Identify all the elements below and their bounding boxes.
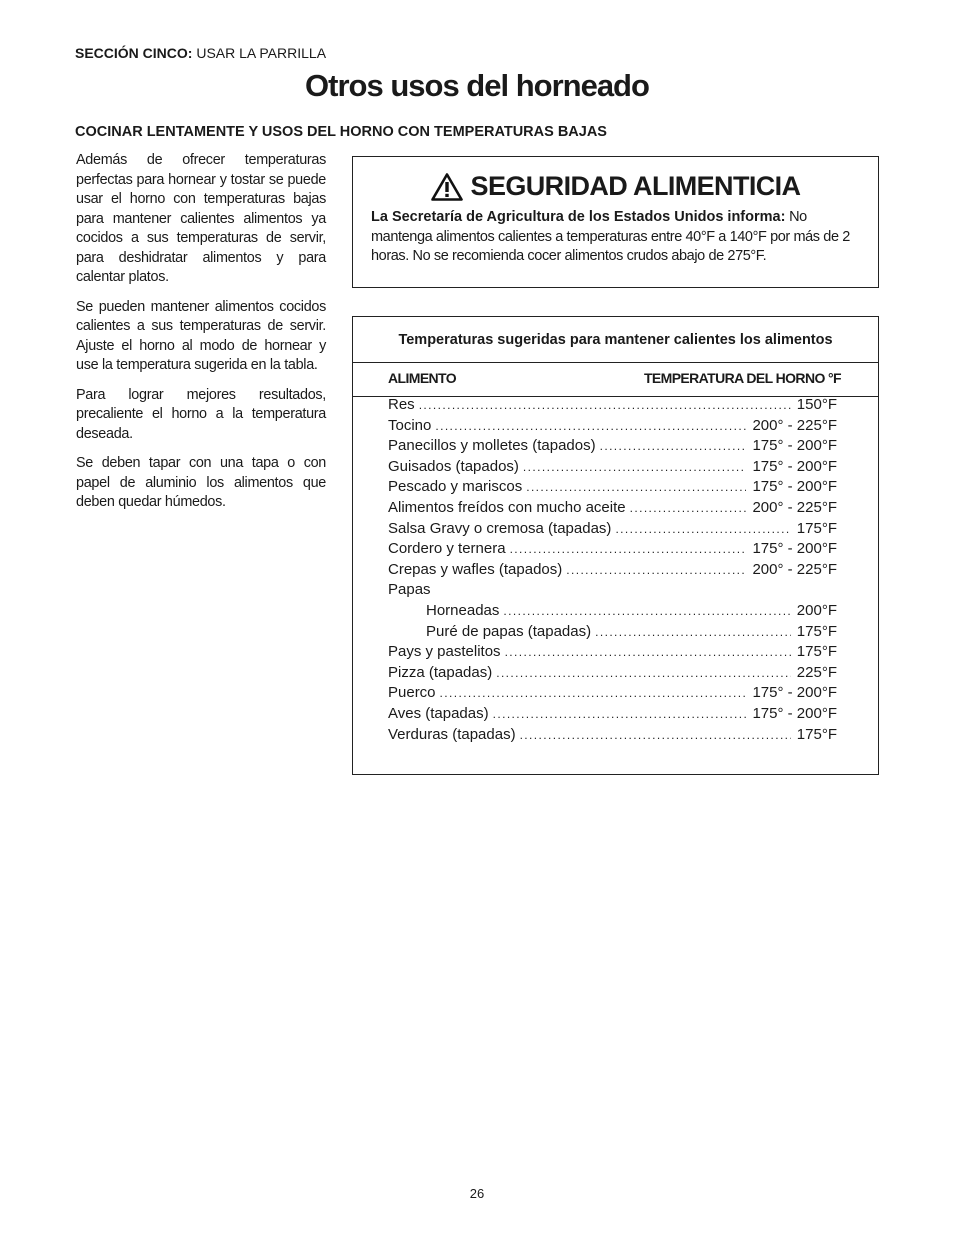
food-name: Pescado y mariscos	[388, 478, 523, 496]
oven-temperature: 200° - 225°F	[752, 560, 837, 578]
food-name: Guisados (tapados)	[388, 457, 519, 475]
oven-temperature: 150°F	[796, 396, 837, 413]
table-row	[388, 581, 837, 602]
table-row	[388, 643, 837, 664]
table-row	[388, 602, 837, 623]
table-row	[388, 499, 837, 520]
table-row	[388, 478, 837, 499]
dot-leader	[505, 645, 791, 659]
food-name: Alimentos freídos con mucho aceite	[388, 498, 626, 516]
oven-temperature: 175°F	[796, 519, 837, 537]
column-header-temperature: TEMPERATURA DEL HORNO °F	[643, 370, 841, 386]
table-row	[388, 684, 837, 705]
food-name: Aves (tapadas)	[388, 704, 489, 722]
food-name: Res	[388, 396, 415, 413]
dot-leader	[510, 542, 747, 556]
oven-temperature: 175° - 200°F	[752, 704, 837, 722]
food-name: Papas	[388, 581, 431, 599]
dot-leader	[595, 625, 791, 639]
oven-temperature: 200° - 225°F	[752, 498, 837, 516]
dot-leader	[523, 460, 747, 474]
dot-leader	[615, 522, 790, 536]
temperature-table	[352, 316, 879, 775]
page-title: Otros usos del horneado	[305, 68, 649, 103]
food-name: Tocino	[388, 416, 432, 434]
oven-temperature: 175°F	[796, 622, 837, 640]
oven-temperature: 175° - 200°F	[752, 457, 837, 475]
food-safety-text	[371, 208, 860, 267]
intro-paragraph: Además de ofrecer temperaturas perfectas para hornear y tostar se puede usar el horno con temperaturas bajas para mantener calientes alimentos ya cocidos a sus temperaturas de servir, para deshidratar alimentos y para calentar platos.	[76, 152, 326, 285]
dot-leader	[435, 419, 746, 433]
subheading: COCINAR LENTAMENTE Y USOS DEL HORNO CON TEMPERATURAS BAJAS	[75, 124, 607, 140]
warning-triangle-icon	[431, 173, 463, 201]
oven-temperature: 200°F	[796, 601, 837, 619]
table-row	[388, 726, 837, 747]
table-row	[388, 705, 837, 726]
section-label-text: USAR LA PARRILLA	[192, 45, 327, 61]
food-name: Verduras (tapadas)	[388, 725, 516, 743]
column-header-food: ALIMENTO	[388, 370, 457, 386]
table-row	[388, 540, 837, 561]
temperature-table-rows	[388, 396, 837, 746]
dot-leader	[630, 501, 747, 515]
section-label	[75, 45, 326, 61]
dot-leader	[419, 398, 791, 412]
food-safety-heading	[353, 171, 878, 202]
page-number: 26	[469, 1186, 485, 1201]
dot-leader	[493, 707, 747, 721]
oven-temperature: 175° - 200°F	[752, 540, 837, 558]
food-safety-body: No mantenga alimentos calientes a temperaturas entre 40°F a 140°F por más de 2 horas. No se recomienda cocer alimentos crudos abajo de 275°F.	[371, 209, 850, 264]
dot-leader	[566, 563, 746, 577]
food-name: Panecillos y molletes (tapados)	[388, 437, 596, 455]
food-name: Puré de papas (tapadas)	[426, 622, 592, 640]
dot-leader	[496, 666, 791, 680]
food-name: Crepas y wafles (tapados)	[388, 560, 563, 578]
oven-temperature: 175° - 200°F	[752, 684, 837, 702]
table-row	[388, 396, 837, 417]
table-row	[388, 520, 837, 541]
food-safety-box	[352, 156, 879, 288]
food-name: Horneadas	[426, 601, 500, 619]
temperature-table-caption: Temperaturas sugeridas para mantener calientes los alimentos	[353, 317, 878, 363]
section-label-bold: SECCIÓN CINCO:	[75, 45, 193, 61]
dot-leader	[440, 686, 747, 700]
intro-paragraph: Se pueden mantener alimentos cocidos calientes a sus temperaturas de servir. Ajuste el horno al modo de hornear y use la temperatura sugerida en la tabla.	[76, 298, 326, 373]
table-row	[388, 664, 837, 685]
food-name: Pays y pastelitos	[388, 643, 501, 661]
table-row	[388, 561, 837, 582]
intro-column	[76, 151, 326, 523]
dot-leader	[600, 439, 747, 453]
oven-temperature: 175°F	[796, 643, 837, 661]
food-name: Puerco	[388, 684, 436, 702]
oven-temperature: 175° - 200°F	[752, 478, 837, 496]
temperature-table-header	[353, 363, 878, 397]
oven-temperature: 225°F	[796, 663, 837, 681]
food-safety-title: SEGURIDAD ALIMENTICIA	[470, 171, 801, 201]
dot-leader	[503, 604, 790, 618]
table-row	[388, 458, 837, 479]
table-row	[388, 417, 837, 438]
oven-temperature: 175° - 200°F	[752, 437, 837, 455]
dot-leader	[520, 728, 791, 742]
intro-paragraph: Se deben tapar con una tapa o con papel de aluminio los alimentos que deben quedar húmedos.	[76, 455, 326, 510]
table-row	[388, 437, 837, 458]
dot-leader	[526, 480, 746, 494]
intro-paragraph: Para lograr mejores resultados, precaliente el horno a la temperatura deseada.	[76, 386, 326, 442]
table-row	[388, 623, 837, 644]
food-name: Pizza (tapadas)	[388, 663, 493, 681]
food-name: Cordero y ternera	[388, 540, 506, 558]
food-name: Salsa Gravy o cremosa (tapadas)	[388, 519, 612, 537]
oven-temperature: 175°F	[796, 725, 837, 743]
food-safety-lead: La Secretaría de Agricultura de los Estados Unidos informa:	[371, 209, 786, 225]
oven-temperature: 200° - 225°F	[752, 416, 837, 434]
